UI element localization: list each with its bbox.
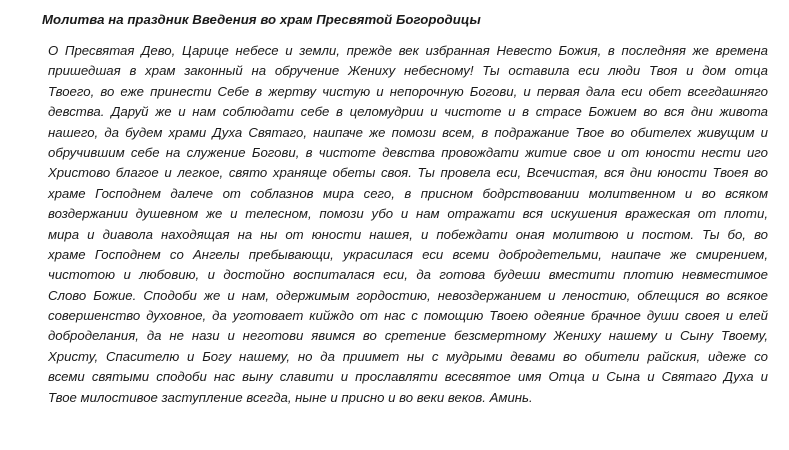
text-line: чистотою и любовию, и достойно воспиталася еси, да готова будеши вместити плотию невместимое — [48, 267, 768, 283]
text-line: доброделания, да не нази и неготови явимся во сретение безсмертному Жениху нашему и Сыну Твоему, — [48, 328, 768, 344]
text-line: Слово Божие. Сподоби же и нам, одержимым гордостию, невоздержанием и леностию, облещися во всякое — [48, 287, 768, 303]
text-line: пришедшая в храм законный на обручение Жениху небесному! Ты оставила еси люди Твоя и дом отца — [48, 63, 768, 79]
text-line: мира и диавола находящая на ны от юности нашея, и побеждати оная молитвою и постом. Ты бо, во — [48, 226, 768, 242]
text-line: О Пресвятая Дево, Царице небесе и земли, прежде век избранная Невесто Божия, в последняя же времена — [48, 43, 768, 58]
text-line: воздержании душевном же и телесном, помози убо и нам отражати вся искушения вражеская от плоти, — [48, 206, 768, 222]
text-line: совершенство духовное, да уготовает кийждо от нас с помощию Твоею одеяние брачное души своея и елей — [48, 308, 768, 324]
text-line-last: Твое милостивое заступление всегда, ныне и присно и во веки веков. Аминь. — [48, 389, 533, 405]
text-line: Христово благое и легкое, свято храняще обеты своя. Ты провела еси, Всечистая, вся дни юности Твоея во — [48, 165, 768, 181]
text-line: нашего, да будем храми Духа Святаго, наипаче же помози всем, в подражание Твое во обителех живущим и — [48, 124, 768, 140]
text-line: Твоего, во еже принести Себе в жертву чистую и непорочную Богови, и первая дала еси обет всегдашняго — [48, 83, 768, 99]
prayer-text — [48, 41, 768, 408]
text-line: храме Господнем далече от соблазнов мира сего, в присном бодрствовании молитвенном и во всяком — [48, 185, 768, 201]
text-line: храме Господнем со Ангелы пребывающи, украсилася еси всеми добродетельми, наипаче же смирением, — [48, 246, 768, 262]
text-line: Христу, Спасителю и Богу нашему, но да приимет ны с мудрыми девами во обители райския, идеже со — [48, 348, 768, 364]
text-line: девства. Даруй же и нам соблюдати себе в целомудрии и чистоте и в страсе Божием во вся дни живота — [48, 104, 768, 120]
prayer-title: Молитва на праздник Введения во храм Пресвятой Богородицы — [42, 12, 481, 27]
text-line: обручившим себе на служение Богови, в чистоте девства провождати житие свое и от юности нести иго — [48, 144, 768, 160]
text-line: всеми святыми сподоби нас выну славити и прославляти всесвятое имя Отца и Сына и Святаго Духа и — [48, 369, 768, 385]
